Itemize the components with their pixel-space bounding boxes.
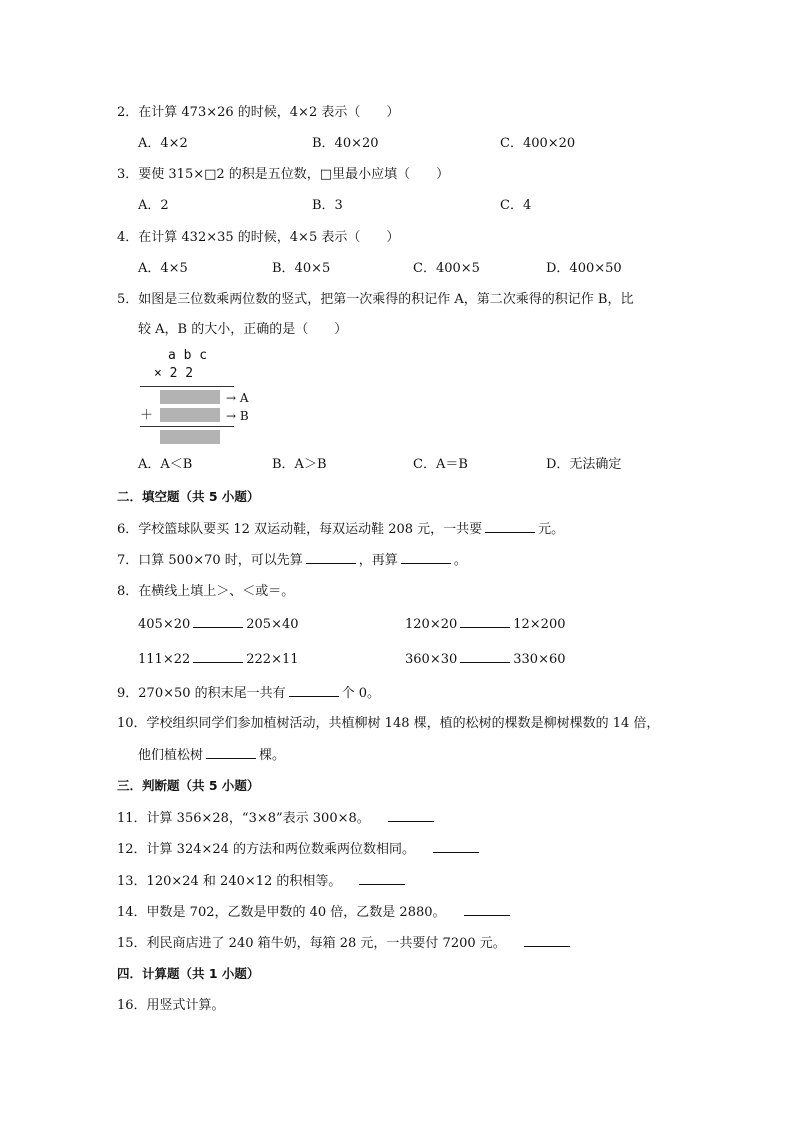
figure-multiplicand: a b c [168, 348, 208, 363]
q9-text-after: 个 0。 [341, 686, 381, 701]
figure-product-a-bar [160, 390, 220, 404]
q7-text-mid: ，再算 [358, 553, 398, 568]
q8-item-3-right: 222×11 [246, 652, 299, 667]
q13-text: 13．120×24 和 240×12 的积相等。 [117, 874, 342, 889]
q4-option-c: C．400×5 [413, 261, 480, 276]
question-16: 16．用竖式计算。 [117, 998, 225, 1013]
q6-answer-blank[interactable] [485, 520, 535, 533]
q8-item-4 [405, 650, 566, 669]
q9-answer-blank[interactable] [289, 684, 339, 697]
figure-result-bar [160, 430, 220, 444]
figure-arrow-b: → B [226, 409, 249, 423]
q8-item-1-right: 205×40 [246, 617, 299, 632]
q7-blank-1[interactable] [306, 551, 356, 564]
q11-text: 11．计算 356×28，“3×8”表示 300×8。 [117, 811, 370, 826]
q5-option-c: C．A＝B [413, 457, 468, 472]
q8-item-3-blank[interactable] [193, 650, 243, 663]
q8-item-4-right: 330×60 [513, 652, 566, 667]
q5-option-d: D．无法确定 [546, 457, 622, 472]
question-2-stem: 2．在计算 473×26 的时候，4×2 表示（ ） [117, 105, 400, 120]
q7-text-after: 。 [453, 553, 467, 568]
question-8-stem: 8．在横线上填上＞、＜或＝。 [117, 584, 295, 599]
q7-blank-2[interactable] [401, 551, 451, 564]
q3-option-b: B．3 [312, 198, 343, 213]
question-5-stem-line1: 5．如图是三位数乘两位数的竖式，把第一次乘得的积记作 A，第二次乘得的积记作 B，比 [117, 292, 634, 307]
q2-option-b: B．40×20 [312, 136, 379, 151]
q4-option-a: A．4×5 [138, 261, 188, 276]
q8-item-4-blank[interactable] [460, 650, 510, 663]
figure-arrow-a: → A [226, 391, 249, 405]
q15-answer-blank[interactable] [524, 934, 570, 947]
figure-product-b-bar [160, 408, 220, 422]
q5-option-a: A．A＜B [138, 457, 193, 472]
q14-text: 14．甲数是 702，乙数是甲数的 40 倍，乙数是 2880。 [117, 905, 446, 920]
q14-answer-blank[interactable] [464, 903, 510, 916]
vertical-multiplication-figure [138, 346, 258, 446]
q6-text-before: 6．学校篮球队要买 12 双运动鞋，每双运动鞋 208 元，一共要 [117, 522, 483, 537]
q8-item-1-blank[interactable] [193, 615, 243, 628]
question-13 [117, 872, 408, 891]
figure-rule-bottom [140, 426, 234, 427]
q2-option-c: C．400×20 [500, 136, 576, 151]
q9-text-before: 9．270×50 的积末尾一共有 [117, 686, 286, 701]
q8-item-2 [405, 615, 566, 634]
question-12 [117, 840, 482, 859]
q4-option-d: D．400×50 [546, 261, 622, 276]
q5-option-b: B．A＞B [272, 457, 327, 472]
question-5-stem-line2: 较 A，B 的大小，正确的是（ ） [138, 322, 348, 337]
question-3-stem: 3．要使 315×□2 的积是五位数，□里最小应填（ ） [117, 167, 450, 182]
q8-item-3 [138, 650, 299, 669]
question-4-stem: 4．在计算 432×35 的时候，4×5 表示（ ） [117, 230, 400, 245]
question-15 [117, 934, 573, 953]
question-9 [117, 684, 380, 703]
question-7 [117, 551, 467, 570]
q8-item-2-right: 12×200 [513, 617, 566, 632]
q12-text: 12．计算 324×24 的方法和两位数乘两位数相同。 [117, 842, 416, 857]
q11-answer-blank[interactable] [388, 809, 434, 822]
q6-text-after: 元。 [538, 522, 565, 537]
question-10-line1: 10．学校组织同学们参加植树活动，共植柳树 148 棵，植的松树的棵数是柳树棵数的 14 倍， [117, 716, 660, 731]
q3-option-c: C．4 [500, 198, 532, 213]
question-6 [117, 520, 564, 539]
question-14 [117, 903, 513, 922]
q10-answer-blank[interactable] [206, 746, 256, 759]
q8-item-1 [138, 615, 299, 634]
q8-item-2-left: 120×20 [405, 617, 458, 632]
figure-plus-sign: ＋ [140, 408, 154, 423]
q10-text-before: 他们植松树 [138, 748, 204, 763]
q12-answer-blank[interactable] [433, 840, 479, 853]
q4-option-b: B．40×5 [272, 261, 331, 276]
q3-option-a: A．2 [138, 198, 169, 213]
question-10-line2 [138, 746, 285, 765]
section-3-heading: 三．判断题（共 5 小题） [117, 778, 260, 793]
q8-item-3-left: 111×22 [138, 652, 191, 667]
q10-text-after: 棵。 [259, 748, 286, 763]
q13-answer-blank[interactable] [359, 872, 405, 885]
q8-item-1-left: 405×20 [138, 617, 191, 632]
q8-item-2-blank[interactable] [460, 615, 510, 628]
section-4-heading: 四．计算题（共 1 小题） [117, 966, 260, 981]
figure-rule-top [140, 386, 234, 387]
q7-text-before: 7．口算 500×70 时，可以先算 [117, 553, 303, 568]
question-11 [117, 809, 437, 828]
q8-item-4-left: 360×30 [405, 652, 458, 667]
section-2-heading: 二．填空题（共 5 小题） [117, 489, 260, 504]
figure-multiplier: × 2 2 [154, 366, 194, 381]
q15-text: 15．利民商店进了 240 箱牛奶，每箱 28 元，一共要付 7200 元。 [117, 936, 506, 951]
q2-option-a: A．4×2 [138, 136, 188, 151]
